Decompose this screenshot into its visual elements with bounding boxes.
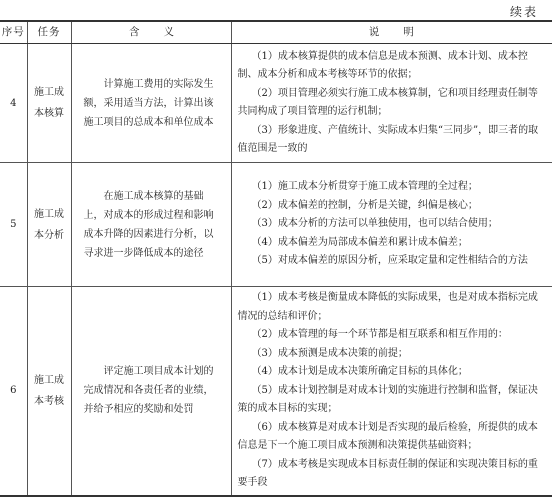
desc-item: （5）对成本偏差的原因分析，应采取定量和定性相结合的方法 [251, 255, 528, 267]
header-meaning: 含 义 [71, 21, 231, 44]
table-header-row [0, 21, 552, 44]
header-description: 说 明 [231, 21, 552, 44]
row-task [27, 44, 71, 163]
desc-item: （3）形象进度、产值统计、实际成本归集“三同步”，即三者的取值范围是一致的 [237, 124, 539, 154]
desc-item: （2）项目管理必须实行施工成本核算制，它和项目经理责任制等共同构成了项目管理的运行机制； [237, 87, 538, 117]
desc-item: （4）成本计划是成本决策所确定目标的具体化； [251, 366, 468, 377]
row-description [231, 163, 552, 287]
desc-item: （7）成本考核是实现成本目标责任制的保证和实现决策目标的重要手段 [237, 458, 538, 488]
cost-management-table [0, 20, 552, 497]
desc-item: （1）成本考核是衡量成本降低的实际成果，也是对成本指标完成情况的总结和评价； [237, 292, 538, 322]
row-no: 6 [0, 287, 27, 496]
row-meaning: 计算施工费用的实际发生额，采用适当方法，计算出该施工项目的总成本和单位成本 [71, 44, 231, 163]
header-task: 任务 [27, 21, 71, 44]
table-row [0, 287, 552, 496]
desc-item: （6）成本核算是对成本计划是否实现的最后检验，所提供的成本信息是下一个施工项目成本预测和决策提供基础资料； [237, 421, 538, 451]
table-row [0, 163, 552, 287]
row-description [231, 44, 552, 163]
row-meaning: 在施工成本核算的基础上，对成本的形成过程和影响成本升降的因素进行分析，以寻求进一步降低成本的途径 [71, 163, 231, 287]
task-line: 施工成 [34, 374, 64, 386]
header-no: 序号 [0, 21, 27, 44]
task-line: 施工成 [34, 87, 64, 98]
row-no: 5 [0, 163, 27, 287]
desc-item: （4）成本偏差为局部成本偏差和累计成本偏差； [251, 236, 468, 248]
continued-label: 续表 [509, 5, 538, 19]
row-task [27, 287, 71, 496]
row-meaning: 评定施工项目成本计划的完成情况和各责任者的业绩，并给予相应的奖励和处罚 [71, 287, 231, 496]
table-row [0, 44, 552, 163]
row-no: 4 [0, 44, 27, 163]
task-line: 施工成 [34, 208, 64, 220]
desc-item: （3）成本分析的方法可以单独使用，也可以结合使用； [251, 218, 498, 230]
desc-item: （2）成本管理的每一个环节都是相互联系和相互作用的： [251, 329, 508, 340]
desc-item: （1）施工成本分析贯穿于施工成本管理的全过程； [251, 181, 478, 193]
desc-item: （5）成本计划控制是对成本计划的实施进行控制和监督，保证决策的成本目标的实现； [237, 384, 538, 414]
task-line: 本分析 [34, 229, 64, 241]
row-description [231, 287, 552, 496]
row-task [27, 163, 71, 287]
task-line: 本考核 [34, 395, 64, 407]
task-line: 本核算 [34, 108, 64, 119]
desc-item: （1）成本核算提供的成本信息是成本预测、成本计划、成本控制、成本分析和成本考核等环节的依据； [237, 50, 528, 80]
desc-item: （2）成本偏差的控制，分析是关键，纠偏是核心； [251, 199, 478, 211]
desc-item: （3）成本预测是成本决策的前提； [251, 347, 408, 359]
